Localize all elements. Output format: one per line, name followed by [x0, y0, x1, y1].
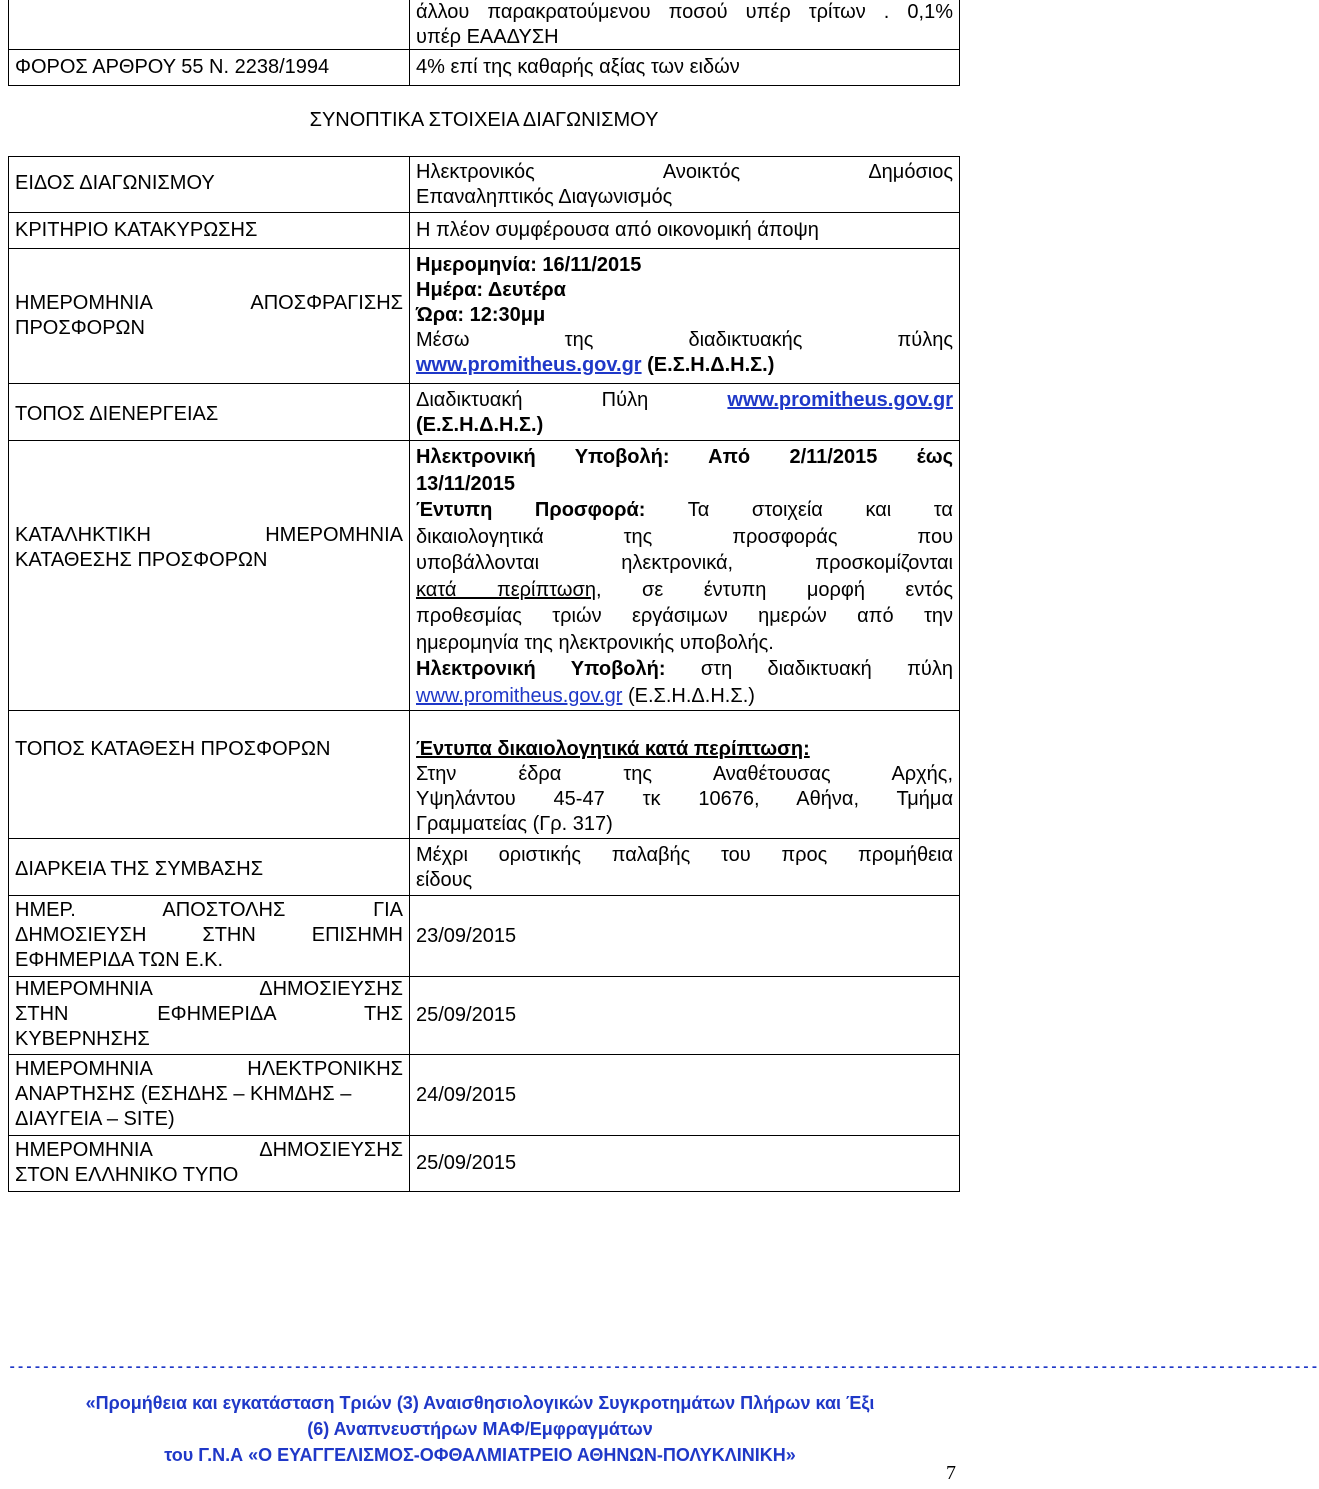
- gazette-date: 25/09/2015: [416, 1004, 517, 1026]
- venue-line1: [416, 388, 953, 413]
- label-deadline-line2: ΚΑΤΑΘΕΣΗΣ ΠΡΟΣΦΟΡΩΝ: [15, 549, 268, 571]
- row-press: [8, 1136, 960, 1192]
- submission-line2: Υψηλάντου 45-47 τκ 10676, Αθήνα, Τμήμα: [416, 788, 953, 810]
- venue-prefix: Διαδικτυακή Πύλη: [416, 389, 728, 411]
- duration-line1: Μέχρι οριστικής παλαβής του προς προμήθεια: [416, 844, 953, 866]
- value-tender-type-line1: Ηλεκτρονικός Ανοικτός Δημόσιος: [416, 161, 953, 183]
- value-duration: [410, 839, 960, 896]
- tax-row: [8, 50, 960, 86]
- deadline-electronic-line1: Ηλεκτρονική Υποβολή: Από 2/11/2015 έως: [416, 446, 953, 468]
- tax-value: [410, 50, 960, 86]
- deadline-portal-suffix: (Ε.Σ.Η.Δ.Η.Σ.): [622, 684, 755, 707]
- tax-prev-value-line2: υπέρ ΕΑΑΔΥΣΗ: [416, 26, 559, 48]
- sent-official-line1: ΗΜΕΡ. ΑΠΟΣΤΟΛΗΣ ΓΙΑ: [15, 899, 403, 921]
- tax-prev-value: [410, 0, 960, 50]
- electronic-posting-line3: ΔΙΑΥΓΕΙΑ – SITE): [15, 1108, 175, 1130]
- label-venue-text: ΤΟΠΟΣ ΔΙΕΝΕΡΓΕΙΑΣ: [15, 403, 219, 425]
- opening-day: Ημέρα: Δευτέρα: [416, 279, 566, 301]
- value-criterion: [410, 213, 960, 249]
- sent-official-line2: ΔΗΜΟΣΙΕΥΣΗ ΣΤΗΝ ΕΠΙΣΗΜΗ: [15, 924, 403, 946]
- deadline-portal-link-line: [416, 683, 953, 710]
- deadline-portal-link[interactable]: www.promitheus.gov.gr: [416, 684, 623, 707]
- label-opening-line1: ΗΜΕΡΟΜΗΝΙΑ ΑΠΟΣΦΡΑΓΙΣΗΣ: [15, 292, 403, 314]
- label-deadline: [8, 441, 410, 711]
- tax-prev-label: [8, 0, 410, 50]
- label-submission-place: [8, 711, 410, 839]
- deadline-portal-line: [416, 656, 953, 683]
- footer-line2: (6) Αναπνευστήρων ΜΑΦ/Εμφραγμάτων: [307, 1419, 653, 1439]
- venue-portal-link[interactable]: www.promitheus.gov.gr: [727, 389, 953, 411]
- label-venue: [8, 384, 410, 441]
- row-deadline: [8, 441, 960, 711]
- value-electronic-posting: [410, 1055, 960, 1136]
- deadline-printed-line2: δικαιολογητικά της προσφοράς που: [416, 525, 953, 548]
- submission-line1: Στην έδρα της Αναθέτουσας Αρχής,: [416, 763, 953, 785]
- electronic-posting-line2: ΑΝΑΡΤΗΣΗΣ (ΕΣΗΔΗΣ – ΚΗΜΔΗΣ –: [15, 1083, 352, 1105]
- press-line1: ΗΜΕΡΟΜΗΝΙΑ ΔΗΜΟΣΙΕΥΣΗΣ: [15, 1139, 403, 1161]
- value-tender-type-line2: Επαναληπτικός Διαγωνισμός: [416, 186, 673, 208]
- value-opening: [410, 249, 960, 384]
- footer-text: [8, 1390, 952, 1468]
- opening-time: Ώρα: 12:30μμ: [416, 304, 546, 326]
- value-tender-type: [410, 156, 960, 213]
- opening-date: Ημερομηνία: 16/11/2015: [416, 254, 642, 276]
- tax-row-prev: [8, 0, 960, 50]
- label-tender-type: [8, 156, 410, 213]
- submission-head: Έντυπα δικαιολογητικά κατά περίπτωση:: [416, 738, 810, 760]
- gazette-line2: ΣΤΗΝ ΕΦΗΜΕΡΙΔΑ ΤΗΣ: [15, 1003, 403, 1025]
- deadline-portal-rest: στη διαδικτυακή πύλη: [665, 658, 953, 680]
- value-criterion-text: Η πλέον συμφέρουσα από οικονομική άποψη: [416, 219, 819, 241]
- value-submission-place: [410, 711, 960, 839]
- label-press: [8, 1136, 410, 1192]
- tax-prev-value-line1: άλλου παρακρατούμενου ποσού υπέρ τρίτων . 0,1%: [416, 1, 953, 23]
- value-deadline: [410, 441, 960, 711]
- sent-official-date: 23/09/2015: [416, 925, 517, 947]
- value-venue: [410, 384, 960, 441]
- row-sent-official: [8, 896, 960, 977]
- electronic-posting-line1: ΗΜΕΡΟΜΗΝΙΑ ΗΛΕΚΤΡΟΝΙΚΗΣ: [15, 1058, 403, 1080]
- value-press: [410, 1136, 960, 1192]
- tax-label: [8, 50, 410, 86]
- footer-line1: «Προμήθεια και εγκατάσταση Τριών (3) Αναισθησιολογικών Συγκροτημάτων Πλήρων και Έξι: [85, 1393, 875, 1413]
- row-venue: [8, 384, 960, 441]
- tax-label-text: ΦΟΡΟΣ ΑΡΘΡΟΥ 55 Ν. 2238/1994: [15, 56, 330, 78]
- press-line2: ΣΤΟΝ ΕΛΛΗΝΙΚΟ ΤΥΠΟ: [15, 1164, 239, 1186]
- value-gazette: [410, 977, 960, 1055]
- deadline-printed-line4-underlined: κατά περίπτωση: [416, 578, 596, 601]
- electronic-posting-date: 24/09/2015: [416, 1084, 517, 1106]
- footer-line3: του Γ.Ν.Α «Ο ΕΥΑΓΓΕΛΙΣΜΟΣ-ΟΦΘΑΛΜΙΑΤΡΕΙΟ ΑΘΗΝΩΝ-ΠΟΛΥΚΛΙΝΙΚΗ»: [164, 1445, 796, 1465]
- press-date: 25/09/2015: [416, 1152, 517, 1174]
- duration-line2: είδους: [416, 869, 473, 891]
- tax-value-text: 4% επί της καθαρής αξίας των ειδών: [416, 56, 740, 78]
- label-opening-line2: ΠΡΟΣΦΟΡΩΝ: [15, 317, 145, 339]
- label-sent-official: [8, 896, 410, 977]
- row-criterion: [8, 213, 960, 249]
- label-duration: [8, 839, 410, 896]
- label-deadline-line1: ΚΑΤΑΛΗΚΤΙΚΗ ΗΜΕΡΟΜΗΝΙΑ: [15, 524, 403, 546]
- label-criterion: [8, 213, 410, 249]
- gazette-line1: ΗΜΕΡΟΜΗΝΙΑ ΔΗΜΟΣΙΕΥΣΗΣ: [15, 978, 403, 1000]
- opening-link-line: [416, 353, 953, 378]
- deadline-printed-line1: [416, 497, 953, 524]
- deadline-printed-line4-rest: , σε έντυπη μορφή εντός: [596, 578, 953, 601]
- row-tender-type: [8, 156, 960, 213]
- section-title: ΣΥΝΟΠΤΙΚΑ ΣΤΟΙΧΕΙΑ ΔΙΑΓΩΝΙΣΜΟΥ: [309, 109, 659, 131]
- deadline-printed-line4: [416, 577, 953, 604]
- value-sent-official: [410, 896, 960, 977]
- sent-official-line3: ΕΦΗΜΕΡΙΔΑ ΤΩΝ Ε.Κ.: [15, 949, 224, 971]
- submission-line3: Γραμματείας (Γρ. 317): [416, 813, 613, 835]
- opening-portal-link[interactable]: www.promitheus.gov.gr: [416, 354, 642, 376]
- gazette-line3: ΚΥΒΕΡΝΗΣΗΣ: [15, 1028, 150, 1050]
- opening-via: Μέσω της διαδικτυακής πύλης: [416, 329, 953, 351]
- label-duration-text: ΔΙΑΡΚΕΙΑ ΤΗΣ ΣΥΜΒΑΣΗΣ: [15, 858, 264, 880]
- deadline-printed-line3: υποβάλλονται ηλεκτρονικά, προσκομίζονται: [416, 552, 953, 574]
- row-gazette: [8, 977, 960, 1055]
- deadline-printed-head: Έντυπη Προσφορά:: [416, 499, 646, 521]
- label-gazette: [8, 977, 410, 1055]
- deadline-printed-line1-rest: Τα στοιχεία και τα: [645, 499, 953, 521]
- page-number: 7: [946, 1462, 956, 1484]
- label-opening: [8, 249, 410, 384]
- label-electronic-posting: [8, 1055, 410, 1136]
- footer-dashed-rule: ------------------------------------------------------------------------------------------------------------------------------------------------------------: [8, 1360, 1319, 1376]
- row-opening: [8, 249, 960, 384]
- row-submission-place: [8, 711, 960, 839]
- label-submission-place-text: ΤΟΠΟΣ ΚΑΤΑΘΕΣΗ ΠΡΟΣΦΟΡΩΝ: [15, 738, 331, 760]
- opening-link-suffix: (Ε.Σ.Η.Δ.Η.Σ.): [641, 354, 775, 376]
- row-duration: [8, 839, 960, 896]
- venue-line2: (Ε.Σ.Η.Δ.Η.Σ.): [416, 414, 544, 436]
- label-tender-type-text: ΕΙΔΟΣ ΔΙΑΓΩΝΙΣΜΟΥ: [15, 172, 215, 194]
- deadline-printed-line5: προθεσμίας τριών εργάσιμων ημερών από την: [416, 605, 953, 627]
- deadline-electronic-line2: 13/11/2015: [416, 472, 515, 495]
- deadline-portal-head: Ηλεκτρονική Υποβολή:: [416, 658, 666, 680]
- row-electronic-posting: [8, 1055, 960, 1136]
- label-criterion-text: ΚΡΙΤΗΡΙΟ ΚΑΤΑΚΥΡΩΣΗΣ: [15, 219, 258, 241]
- deadline-printed-line6: ημερομηνία της ηλεκτρονικής υποβολής.: [416, 631, 774, 654]
